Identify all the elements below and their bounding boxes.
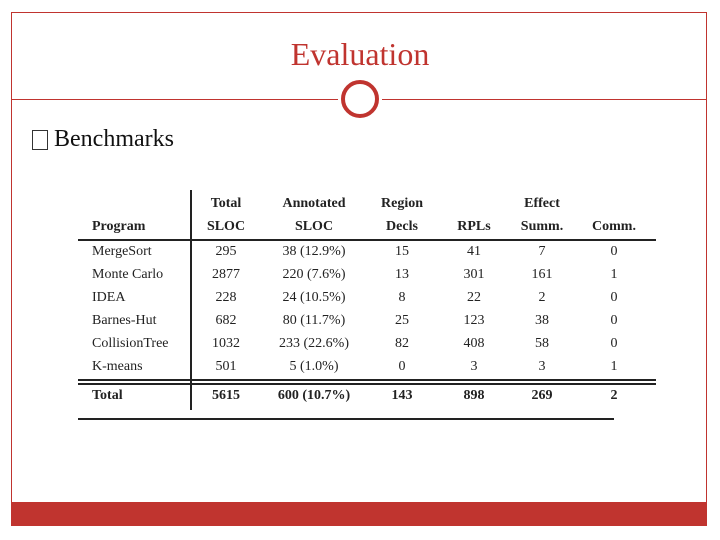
table-row-cell: 80 (11.7%) [282, 313, 346, 328]
table-row-cell: 24 (10.5%) [282, 290, 346, 305]
table-header-row-cell: Decls [386, 219, 418, 234]
table-header-row-cell: Effect [524, 196, 560, 211]
table-total-row-cell: Total [92, 388, 123, 403]
table-header-row [78, 219, 656, 241]
table-row [78, 290, 656, 312]
table-header-row-cell: Annotated [282, 196, 346, 211]
table-header-row-cell: SLOC [294, 219, 334, 234]
slide-title: Evaluation [290, 36, 430, 72]
footer-bar [11, 502, 707, 526]
table-header-row-cell: SLOC [206, 219, 246, 234]
table-row [78, 313, 656, 335]
table-total-row-cell: 5615 [212, 388, 240, 403]
table-row [78, 359, 656, 381]
table-header-row-cell: Region [381, 196, 423, 211]
table-header-row-cell: Summ. [520, 219, 564, 234]
table-row-cell: 295 [215, 244, 237, 259]
table-row-cell: 1032 [212, 336, 240, 351]
table-row-cell: 0 [610, 313, 618, 328]
table-row-cell: 501 [215, 359, 237, 374]
table-row-cell: 3 [470, 359, 478, 374]
table-row-cell: 13 [395, 267, 409, 282]
divider-ring-icon [341, 80, 379, 118]
table-row-cell: 228 [215, 290, 237, 305]
table-row-cell: 1 [610, 359, 618, 374]
table-row-cell: 38 (12.9%) [282, 244, 346, 259]
table-row-cell: 2877 [212, 267, 240, 282]
table-total-row-cell: 2 [610, 388, 618, 403]
table-header-row-cell: RPLs [457, 219, 491, 234]
table-row-cell: 3 [538, 359, 546, 374]
table-row-cell: 408 [463, 336, 485, 351]
title-divider-right [382, 99, 707, 100]
table-total-row-cell: 269 [531, 388, 553, 403]
table-row-cell: 58 [535, 336, 549, 351]
table-row-cell: 15 [395, 244, 409, 259]
table-row-cell: 220 (7.6%) [282, 267, 346, 282]
table-total-rule [78, 379, 656, 381]
table-total-row-cell: 600 (10.7%) [277, 388, 351, 403]
table-header-row-cell: Program [92, 219, 146, 234]
table-row-cell: 38 [535, 313, 549, 328]
bullet-item [32, 126, 174, 153]
table-row-cell: CollisionTree [92, 336, 169, 351]
table-row-cell: 233 (22.6%) [279, 336, 349, 351]
table-row-cell: K-means [92, 359, 143, 374]
table-row-cell: 0 [610, 290, 618, 305]
table-header-row-cell: Total [210, 196, 242, 211]
table-row-cell: 301 [463, 267, 485, 282]
table-row [78, 336, 656, 358]
table-row-cell: 5 (1.0%) [289, 359, 339, 374]
table-row-cell: 0 [610, 336, 618, 351]
table-row-cell: 7 [538, 244, 546, 259]
table-row-cell: 2 [538, 290, 546, 305]
table-row-cell: 161 [531, 267, 553, 282]
bullet-text: Benchmarks [54, 126, 174, 152]
table-row [78, 267, 656, 289]
table-total-row [78, 388, 656, 410]
table-row-cell: 0 [610, 244, 618, 259]
table-row-cell: 123 [463, 313, 485, 328]
table-row-cell: Monte Carlo [92, 267, 164, 282]
table-row-cell: 82 [395, 336, 409, 351]
table-bottom-rule [78, 418, 614, 420]
table-total-rule [78, 383, 656, 385]
bullet-box-icon [32, 130, 48, 150]
table-row-cell: 41 [467, 244, 481, 259]
table-row-cell: 1 [610, 267, 618, 282]
table-row-cell: 25 [395, 313, 409, 328]
table-total-row-cell: 898 [463, 388, 485, 403]
table-row-cell: IDEA [92, 290, 126, 305]
table-header-row [78, 196, 656, 218]
table-row-cell: 22 [467, 290, 481, 305]
table-row-cell: 682 [215, 313, 237, 328]
title-divider-left [12, 99, 338, 100]
table-row [78, 244, 656, 266]
table-total-row-cell: 143 [391, 388, 413, 403]
table-row-cell: 8 [398, 290, 406, 305]
table-row-cell: MergeSort [92, 244, 152, 259]
table-row-cell: Barnes-Hut [92, 313, 157, 328]
table-header-rule [78, 239, 656, 241]
table-header-row-cell: Comm. [592, 219, 636, 234]
table-row-cell: 0 [398, 359, 406, 374]
